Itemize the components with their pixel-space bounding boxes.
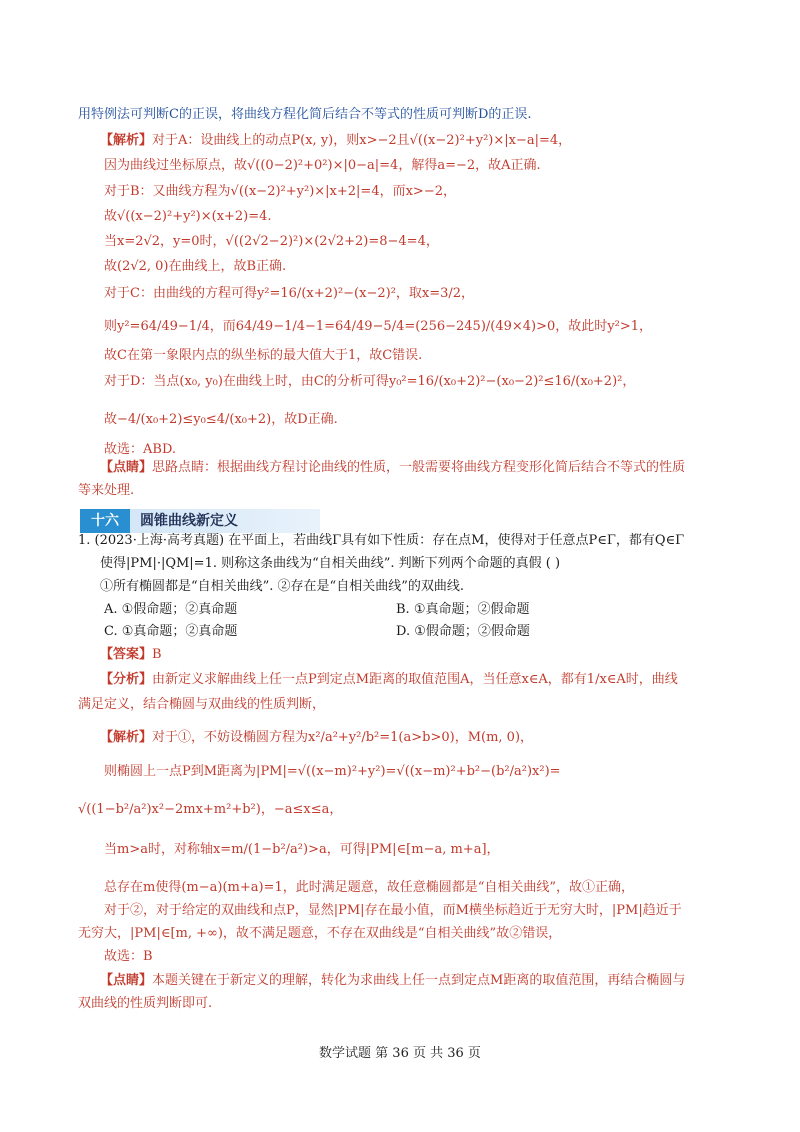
text-line [104, 411, 338, 429]
line-text: 用特例法可判断C的正误，将曲线方程化简后结合不等式的性质可判断D的正误. [78, 107, 532, 122]
text-line [100, 671, 678, 689]
label-tag: 【分析】 [100, 672, 153, 687]
line-text: ①所有椭圆都是“自相关曲线”. ②存在是“自相关曲线”的双曲线. [100, 579, 464, 594]
text-line [78, 482, 134, 500]
line-text: √((1−b²/a²)x²−2mx+m²+b²)，−a≤x≤a， [78, 802, 343, 817]
text-line [78, 995, 212, 1013]
line-text: 则y²=64/49−1/4，而64/49−1/4−1=64/49−5/4=(256−245)/(49×4)>0，故此时y²>1， [104, 319, 653, 334]
line-text: 故√((x−2)²+y²)×(x+2)=4. [104, 209, 272, 224]
text-line [104, 441, 176, 459]
page-footer: 数学试题 第 36 页 共 36 页 [319, 1046, 481, 1061]
text-line [78, 532, 684, 550]
line-text: 1. (2023·上海·高考真题) 在平面上，若曲线Γ具有如下性质：存在点M，使得对于任意点P∈Γ，都有Q∈Γ [78, 533, 685, 548]
text-line [104, 373, 635, 391]
text-line [104, 285, 474, 303]
line-text: 故(2√2, 0)在曲线上，故B正确. [104, 259, 287, 274]
line-text: 故C在第一象限内点的纵坐标的最大值大于1，故C错误. [104, 348, 423, 363]
text-line [104, 183, 456, 201]
text-line [78, 801, 342, 819]
text-line [104, 763, 561, 781]
text-line [104, 233, 439, 251]
text-line [78, 925, 561, 943]
line-text: 故−4/(x₀+2)≤y₀≤4/(x₀+2)，故D正确. [104, 412, 338, 427]
line-text: 由新定义求解曲线上任一点P到定点M距离的取值范围A，当任意x∈A，都有1/x∈A时，曲线 [152, 672, 678, 687]
text-line [100, 972, 685, 990]
line-text: B. ①真命题；②假命题 [396, 602, 530, 617]
line-text: 对于A：设曲线上的动点P(x, y)，则x>−2且√((x−2)²+y²)×|x−a|=4， [152, 133, 572, 148]
section-number: 十六 [80, 509, 130, 533]
line-text: 无穷大，|PM|∈[m, +∞)，故不满足题意，不存在双曲线是“自相关曲线”故②错误， [78, 926, 562, 941]
text-line [100, 578, 464, 596]
text-line [100, 555, 560, 573]
line-text: B [152, 647, 162, 662]
text-line [104, 347, 422, 365]
text-line [104, 157, 541, 175]
text-line [104, 841, 500, 859]
line-text: D. ①假命题；②假命题 [396, 624, 530, 639]
line-text: 对于D：当点(x₀, y₀)在曲线上时，由C的分析可得y₀²=16/(x₀+2)²−(x₀−2)²≤16/(x₀+2)²， [104, 374, 636, 389]
line-text: A. ①假命题；②真命题 [104, 602, 238, 617]
text-line [100, 132, 571, 150]
line-text: 当m>a时，对称轴x=m/(1−b²/a²)>a，可得|PM|∈[m−a, m+a]， [104, 842, 500, 857]
line-text: 双曲线的性质判断即可. [78, 996, 213, 1011]
line-text: 本题关键在于新定义的理解，转化为求曲线上任一点到定点M距离的取值范围，再结合椭圆与 [152, 973, 686, 988]
line-text: 等来处理. [78, 483, 135, 498]
section-header [80, 509, 320, 533]
text-line [396, 623, 530, 641]
label-tag: 【点睛】 [100, 460, 153, 475]
text-line [104, 318, 652, 336]
line-text: 对于②，对于给定的双曲线和点P，显然|PM|存在最小值，而M横坐标趋近于无穷大时，|PM|趋近于 [104, 903, 682, 918]
text-line [100, 646, 162, 664]
line-text: 总存在m使得(m−a)(m+a)=1，此时满足题意，故任意椭圆都是“自相关曲线”，故①正确， [104, 880, 635, 895]
text-line [100, 729, 533, 747]
line-text: 则椭圆上一点P到M距离为|PM|=√((x−m)²+y²)=√((x−m)²+b²−(b²/a²)x²)= [104, 764, 561, 779]
text-line [78, 696, 325, 714]
line-text: 当x=2√2，y=0时，√((2√2−2)²)×(2√2+2)=8−4=4， [104, 234, 439, 249]
text-line [104, 208, 272, 226]
line-text: 故选：ABD. [104, 442, 177, 457]
text-line [100, 459, 685, 477]
line-text: 对于C：由曲线的方程可得y²=16/(x+2)²−(x−2)²，取x=3/2， [104, 286, 475, 301]
line-text: C. ①真命题；②真命题 [104, 624, 238, 639]
line-text: 对于B：又曲线方程为√((x−2)²+y²)×|x+2|=4，而x>−2， [104, 184, 456, 199]
text-line [104, 601, 237, 619]
line-text: 对于①，不妨设椭圆方程为x²/a²+y²/b²=1(a>b>0)，M(m, 0)， [152, 730, 534, 745]
line-text: 因为曲线过坐标原点，故√((0−2)²+0²)×|0−a|=4，解得a=−2，故A正确. [104, 158, 541, 173]
line-text: 故选：B [104, 949, 153, 964]
line-text: 思路点睛：根据曲线方程讨论曲线的性质，一般需要将曲线方程变形化简后结合不等式的性质 [152, 460, 686, 475]
text-line [104, 623, 237, 641]
text-line [104, 902, 682, 920]
label-tag: 【解析】 [100, 133, 153, 148]
line-text: 满足定义，结合椭圆与双曲线的性质判断， [78, 697, 326, 712]
label-tag: 【点睛】 [100, 973, 153, 988]
text-line [104, 258, 286, 276]
section-title: 圆锥曲线新定义 [140, 513, 238, 529]
text-line [396, 601, 529, 619]
label-tag: 【答案】 [100, 647, 153, 662]
text-line [104, 879, 634, 897]
line-text: 使得|PM|·|QM|=1. 则称这条曲线为“自相关曲线”. 判断下列两个命题的真假 ( ) [100, 556, 561, 571]
label-tag: 【解析】 [100, 730, 153, 745]
text-line [78, 106, 532, 124]
text-line [104, 948, 153, 966]
